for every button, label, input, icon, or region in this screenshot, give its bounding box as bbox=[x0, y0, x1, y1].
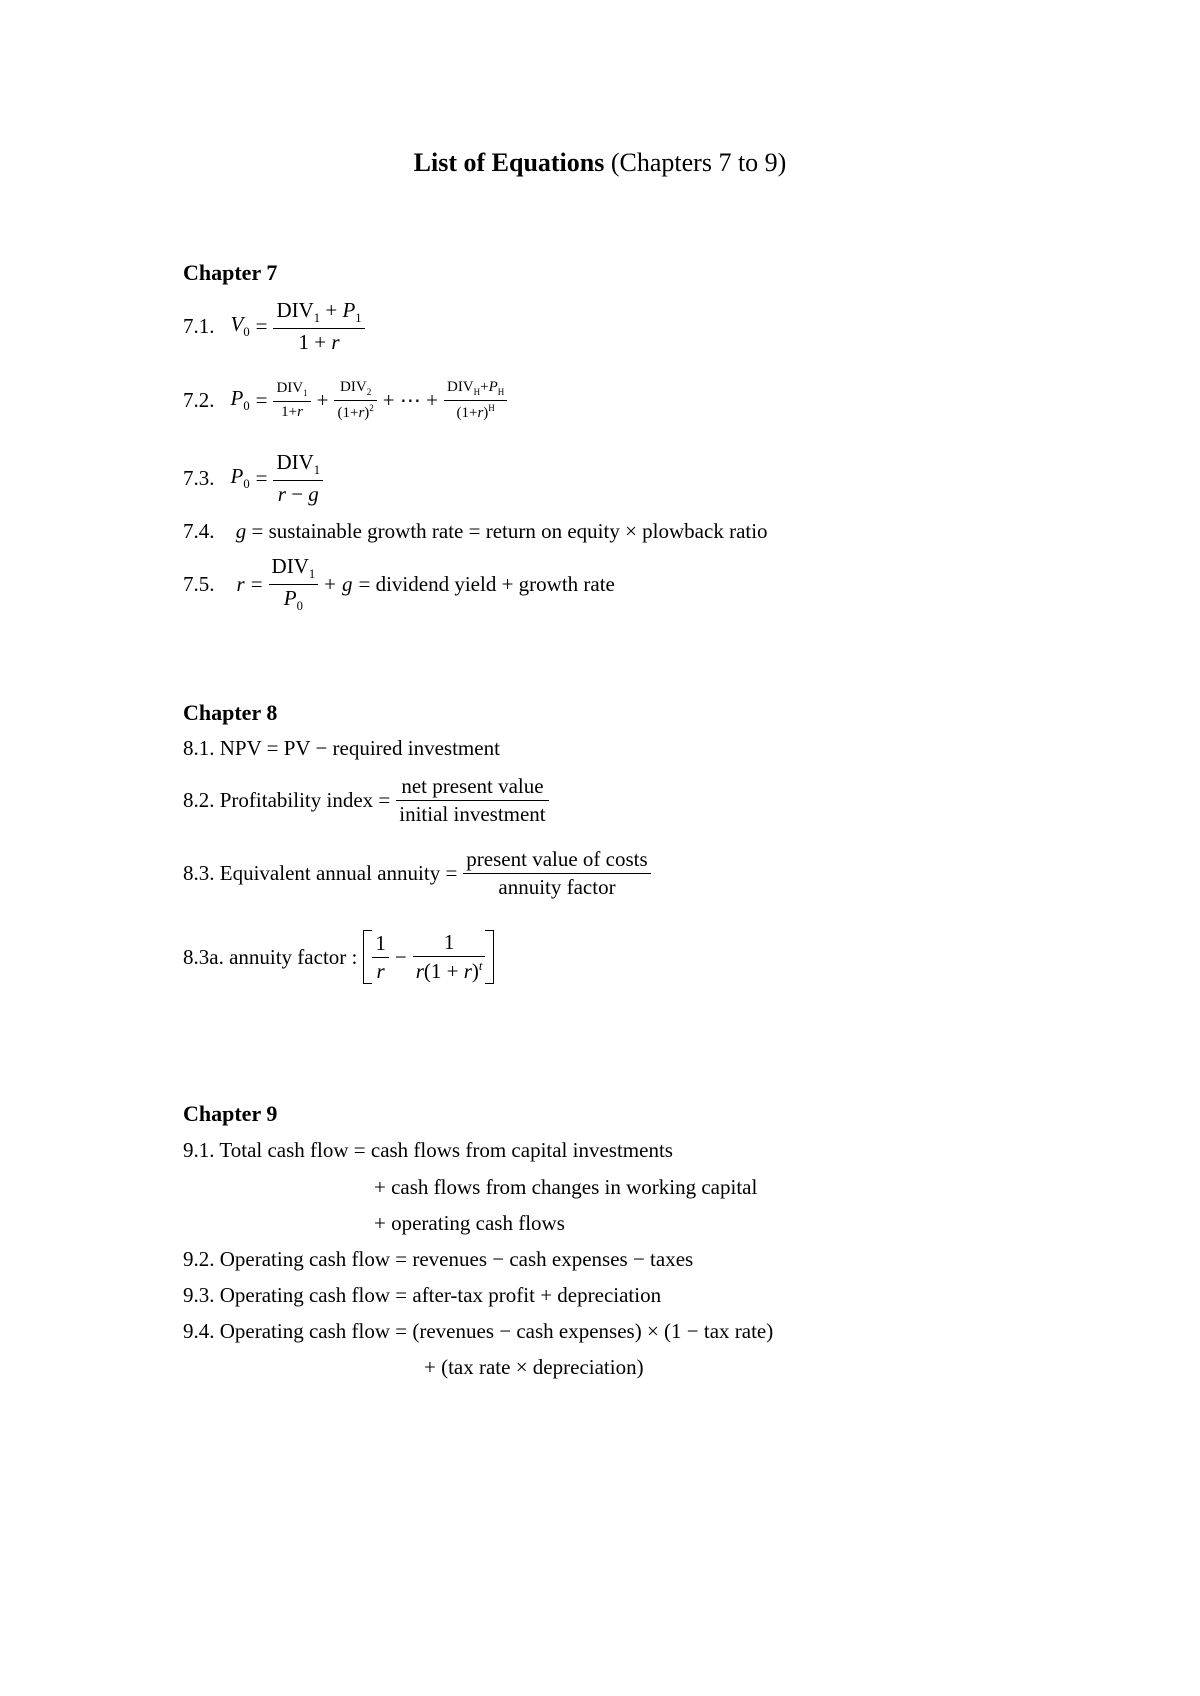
equation-7-3: 7.3. $P_0$ = $\frac{DIV_1}{r - g}$ bbox=[183, 452, 323, 505]
page-title bbox=[0, 150, 1200, 176]
equation-9-3: 9.3. Operating cash flow = after-tax profit + depreciation bbox=[183, 1283, 662, 1307]
equation-8-2: 8.2. Profitability index = $\frac{\text{net present value}}{\text{initial investment}}$ bbox=[183, 776, 549, 825]
equation-7-1: 7.1. $V_0$ = $\frac{DIV_1 + P_1}{1 + r}$ bbox=[183, 300, 365, 353]
equation-7-2: 7.2. $P_0$ = $\frac{DIV_1}{1+r}$ + $\frac{DIV_2}{(1+r)^2}$ + ⋯ + $\frac{DIV_H+P_H}{(1+r)^H}$ bbox=[183, 380, 507, 421]
equation-8-1: 8.1. NPV = PV − required investment bbox=[183, 736, 500, 760]
fraction: $\frac{1}{r(1 + r)^t}$ bbox=[413, 932, 486, 982]
title-bold: List of Equations bbox=[413, 148, 605, 177]
eq-number: 7.2. bbox=[183, 388, 215, 412]
fraction: $\frac{DIV_H+P_H}{(1+r)^H}$ bbox=[444, 380, 507, 421]
eq-number: 7.5. bbox=[183, 571, 215, 596]
equation-7-5: 7.5. r = $\frac{DIV_1}{P_0}$ + g = dividend yield + growth rate bbox=[183, 554, 615, 613]
chapter-8-heading: Chapter 8 bbox=[183, 700, 278, 725]
equation-9-4: 9.4. Operating cash flow = (revenues − cash expenses) × (1 − tax rate) bbox=[183, 1319, 774, 1343]
chapter-7-heading: Chapter 7 bbox=[183, 260, 278, 285]
equation-8-3a: 8.3a. annuity factor : $\frac{1}{r}$ − $\frac{1}{r(1 + r)^t}$ bbox=[183, 930, 494, 984]
bracket: $\frac{1}{r}$ − $\frac{1}{r(1 + r)^t}$ bbox=[363, 930, 494, 984]
equation-9-1-cont-1: + cash flows from changes in working capital bbox=[374, 1175, 758, 1199]
eq-number: 7.1. bbox=[183, 313, 215, 338]
fraction: $\frac{DIV_1 + P_1}{1 + r}$ bbox=[273, 300, 364, 353]
equation-9-2: 9.2. Operating cash flow = revenues − cash expenses − taxes bbox=[183, 1247, 694, 1271]
equation-8-3: 8.3. Equivalent annual annuity = $\frac{\text{present value of costs}}{\text{annuity factor}}$ bbox=[183, 849, 651, 898]
fraction: $\frac{\text{net present value}}{\text{initial investment}}$ bbox=[396, 776, 548, 825]
fraction: $\frac{DIV_1}{P_0}$ bbox=[269, 556, 319, 613]
eq-number: 7.4. bbox=[183, 519, 215, 543]
equation-9-4-cont: + (tax rate × depreciation) bbox=[424, 1355, 644, 1379]
title-rest: (Chapters 7 to 9) bbox=[610, 148, 787, 177]
fraction: $\frac{1}{r}$ bbox=[372, 933, 389, 982]
fraction: $\frac{DIV_2}{(1+r)^2}$ bbox=[334, 380, 376, 421]
fraction: $\frac{DIV_1}{r - g}$ bbox=[273, 452, 323, 505]
eq-number: 7.3. bbox=[183, 465, 215, 490]
fraction: $\frac{\text{present value of costs}}{\text{annuity factor}}$ bbox=[463, 849, 650, 898]
chapter-9-heading: Chapter 9 bbox=[183, 1101, 278, 1126]
equation-7-4: 7.4. g = sustainable growth rate = return on equity × plowback ratio bbox=[183, 519, 768, 543]
fraction: $\frac{DIV_1}{1+r}$ bbox=[273, 381, 310, 420]
equation-9-1: 9.1. Total cash flow = cash flows from capital investments bbox=[183, 1138, 673, 1162]
equation-9-1-cont-2: + operating cash flows bbox=[374, 1211, 565, 1235]
